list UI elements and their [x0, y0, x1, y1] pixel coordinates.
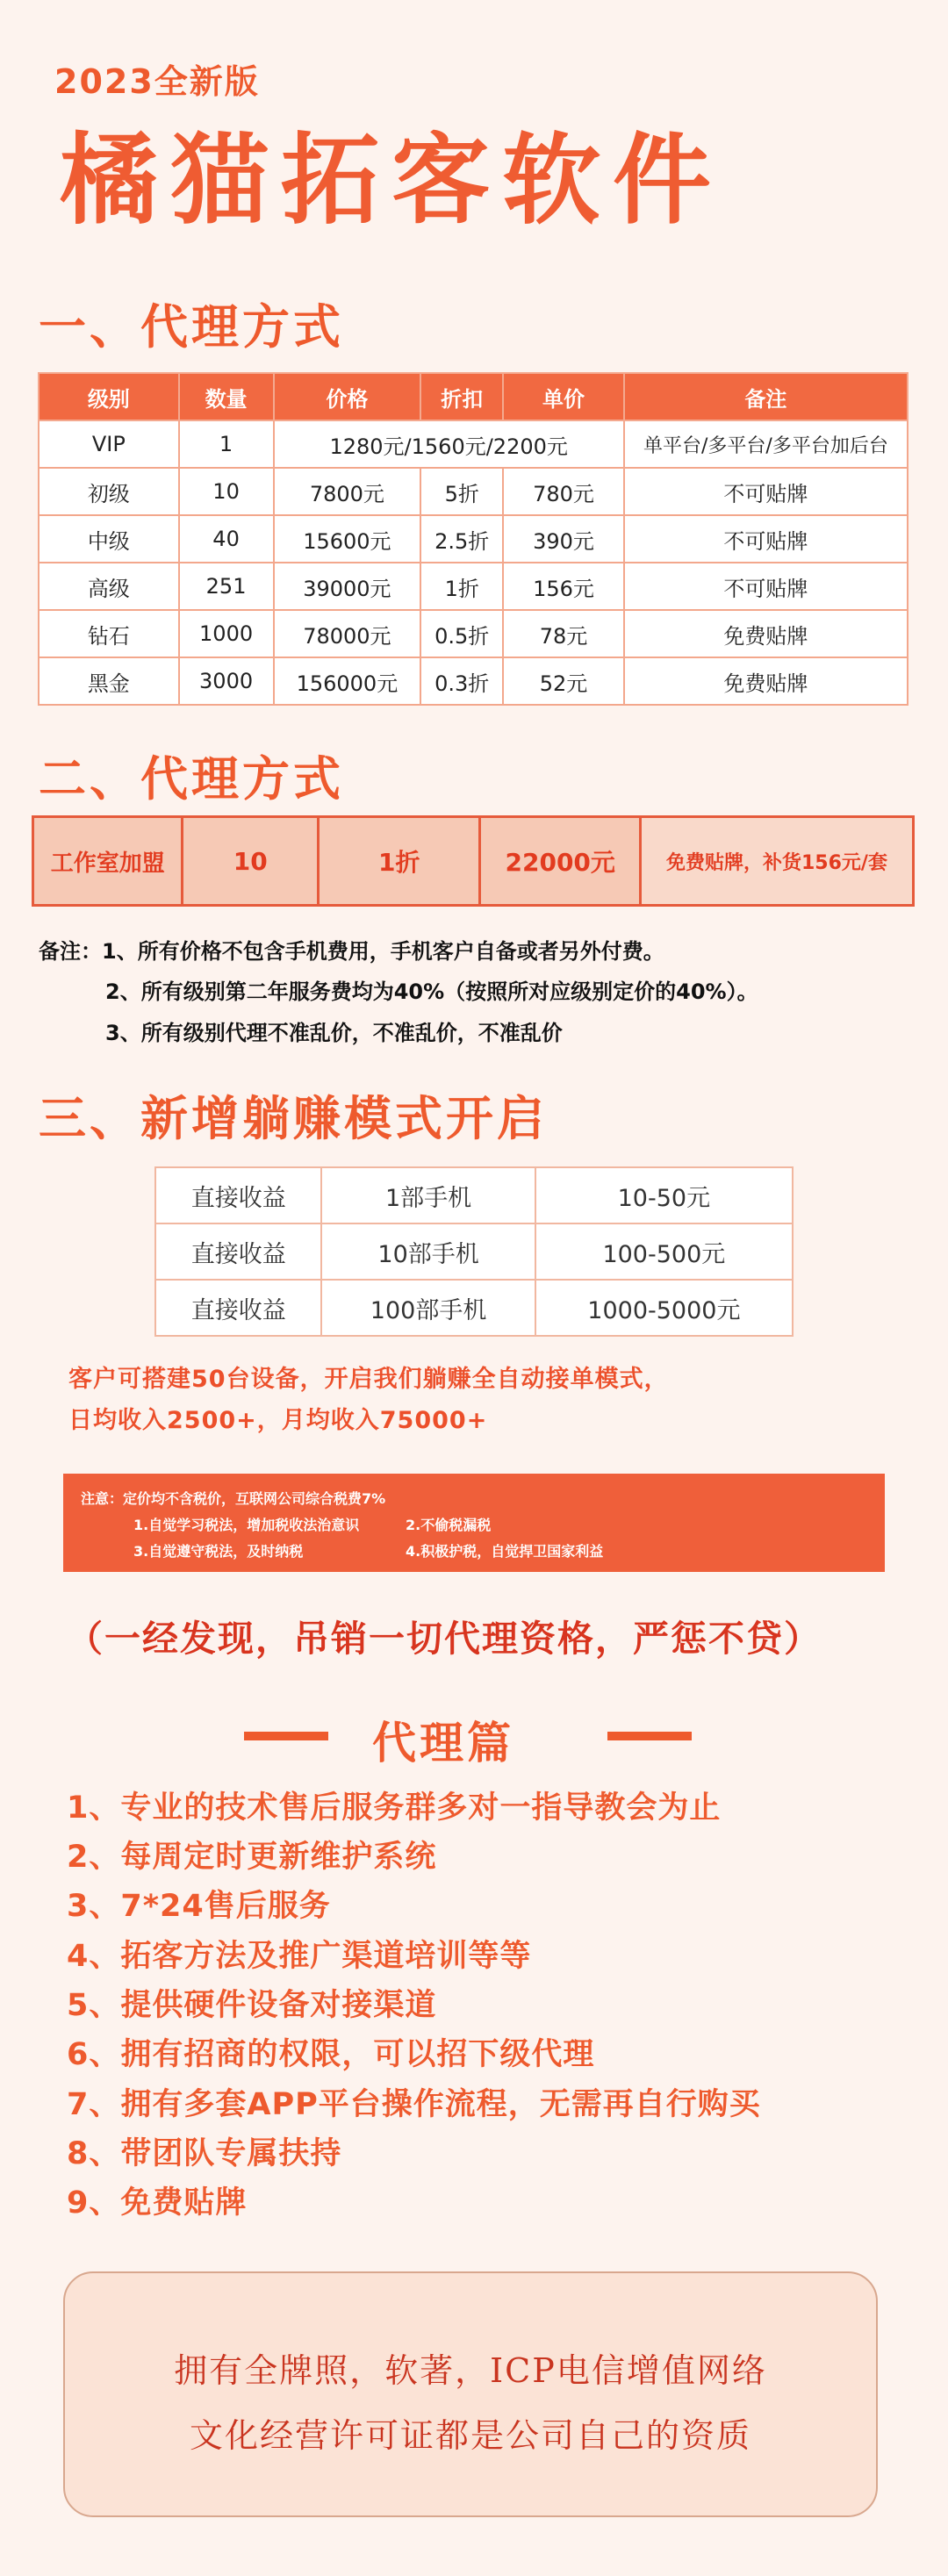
cell-level: 中级 — [39, 515, 179, 563]
header-price: 价格 — [274, 373, 421, 420]
table-header-row — [39, 373, 908, 420]
tax-item-1: 1.自觉学习税法，增加税收法治意识 — [133, 1517, 360, 1533]
customer-line-2: 日均收入2500+，月均收入75000+ — [68, 1407, 488, 1434]
studio-discount: 1折 — [317, 818, 478, 904]
cell-unit-price: 390元 — [503, 515, 624, 563]
cell-discount: 0.5折 — [420, 610, 503, 657]
note-line-1: 备注：1、所有价格不包含手机费用，手机客户自备或者另外付费。 — [39, 939, 664, 964]
agent-tier-table — [38, 372, 908, 706]
tax-item-2: 2.不偷税漏税 — [406, 1517, 492, 1533]
table-row — [155, 1280, 793, 1336]
tax-item-3: 3.自觉遵守税法，及时纳税 — [133, 1543, 304, 1560]
warning-text: （一经发现，吊销一切代理资格，严惩不贷） — [67, 1618, 822, 1660]
cell-note: 不可贴牌 — [624, 563, 908, 610]
license-line-2: 文化经营许可证都是公司自己的资质 — [189, 2416, 751, 2455]
cell-income: 1000-5000元 — [535, 1280, 793, 1336]
benefit-item: 5、提供硬件设备对接渠道 — [67, 1988, 437, 2023]
section2-title: 二、代理方式 — [39, 751, 344, 807]
cell-unit-price: 156元 — [503, 563, 624, 610]
cell-level: VIP — [39, 420, 179, 468]
cell-income: 10-50元 — [535, 1167, 793, 1223]
studio-name: 工作室加盟 — [50, 850, 165, 877]
cell-income: 100-500元 — [535, 1223, 793, 1280]
note-line-2: 2、所有级别第二年服务费均为40%（按照所对应级别定价的40%）。 — [105, 979, 758, 1004]
cell-discount: 2.5折 — [420, 515, 503, 563]
tax-heading: 注意：定价均不含税价，互联网公司综合税费7% — [81, 1490, 386, 1507]
cell-unit-price: 78元 — [503, 610, 624, 657]
benefit-item: 7、拥有多套APP平台操作流程，无需再自行购买 — [67, 2087, 761, 2122]
cell-phones: 10部手机 — [321, 1223, 535, 1280]
benefit-item: 2、每周定时更新维护系统 — [67, 1840, 437, 1875]
cell-level: 初级 — [39, 468, 179, 515]
cell-qty: 40 — [179, 515, 274, 563]
cell-income-type: 直接收益 — [155, 1223, 321, 1280]
cell-level: 黑金 — [39, 657, 179, 705]
tax-notice-box — [63, 1474, 885, 1572]
cell-price: 156000元 — [274, 657, 421, 705]
cell-unit-price: 52元 — [503, 657, 624, 705]
cell-phones: 1部手机 — [321, 1167, 535, 1223]
cell-note: 免费贴牌 — [624, 610, 908, 657]
table-row — [39, 610, 908, 657]
tax-item-4: 4.积极护税，自觉捍卫国家利益 — [406, 1543, 604, 1560]
studio-price: 22000元 — [478, 818, 638, 904]
note-line-3: 3、所有级别代理不准乱价，不准乱价，不准乱价 — [105, 1021, 563, 1045]
cell-note: 不可贴牌 — [624, 515, 908, 563]
cell-price: 39000元 — [274, 563, 421, 610]
table-row — [155, 1223, 793, 1280]
header-discount: 折扣 — [420, 373, 503, 420]
studio-qty: 10 — [181, 818, 317, 904]
cell-income-type: 直接收益 — [155, 1167, 321, 1223]
cell-qty: 1 — [179, 420, 274, 468]
cell-note: 单平台/多平台/多平台加后台 — [624, 420, 908, 468]
cell-note: 免费贴牌 — [624, 657, 908, 705]
table-row — [39, 468, 908, 515]
benefit-item: 8、带团队专属扶持 — [67, 2136, 342, 2171]
heading-dash-right — [607, 1732, 692, 1740]
cell-level: 高级 — [39, 563, 179, 610]
passive-income-table — [154, 1166, 794, 1337]
cell-note: 不可贴牌 — [624, 468, 908, 515]
cell-income-type: 直接收益 — [155, 1280, 321, 1336]
customer-line-1: 客户可搭建50台设备，开启我们躺赚全自动接单模式， — [68, 1366, 669, 1393]
table-row — [39, 420, 908, 468]
page-title: 橘猫拓客软件 — [60, 124, 723, 238]
section1-title: 一、代理方式 — [39, 299, 344, 355]
header-note: 备注 — [624, 373, 908, 420]
edition-label: 2023全新版 — [54, 62, 260, 101]
cell-price: 7800元 — [274, 468, 421, 515]
table-row — [155, 1167, 793, 1223]
cell-qty: 3000 — [179, 657, 274, 705]
studio-plan-row — [32, 815, 915, 907]
studio-note: 免费贴牌，补货156元/套 — [639, 818, 912, 904]
cell-qty: 1000 — [179, 610, 274, 657]
benefit-item: 9、免费贴牌 — [67, 2185, 248, 2221]
cell-price: 78000元 — [274, 610, 421, 657]
cell-qty: 10 — [179, 468, 274, 515]
header-unit-price: 单价 — [503, 373, 624, 420]
cell-discount: 5折 — [420, 468, 503, 515]
benefit-item: 6、拥有招商的权限，可以招下级代理 — [67, 2037, 595, 2072]
customer-setup-text — [68, 1359, 669, 1441]
cell-discount: 1折 — [420, 563, 503, 610]
cell-price: 15600元 — [274, 515, 421, 563]
header-level: 级别 — [39, 373, 179, 420]
cell-phones: 100部手机 — [321, 1280, 535, 1336]
license-line-1: 拥有全牌照，软著，ICP电信增值网络 — [174, 2351, 767, 2390]
section3-title: 三、新增躺赚模式开启 — [39, 1091, 548, 1146]
header-qty: 数量 — [179, 373, 274, 420]
cell-level: 钻石 — [39, 610, 179, 657]
benefit-item: 4、拓客方法及推广渠道培训等等 — [67, 1939, 532, 1974]
agent-section-heading: 代理篇 — [372, 1718, 514, 1769]
cell-discount: 0.3折 — [420, 657, 503, 705]
cell-price: 1280元/1560元/2200元 — [274, 420, 624, 468]
table-row — [39, 515, 908, 563]
benefit-item: 1、专业的技术售后服务群多对一指导教会为止 — [67, 1790, 722, 1826]
benefit-item: 3、7*24售后服务 — [67, 1889, 331, 1924]
heading-dash-left — [244, 1732, 328, 1740]
table-row — [39, 657, 908, 705]
cell-unit-price: 780元 — [503, 468, 624, 515]
license-info-box — [63, 2271, 878, 2517]
cell-qty: 251 — [179, 563, 274, 610]
table-row — [39, 563, 908, 610]
